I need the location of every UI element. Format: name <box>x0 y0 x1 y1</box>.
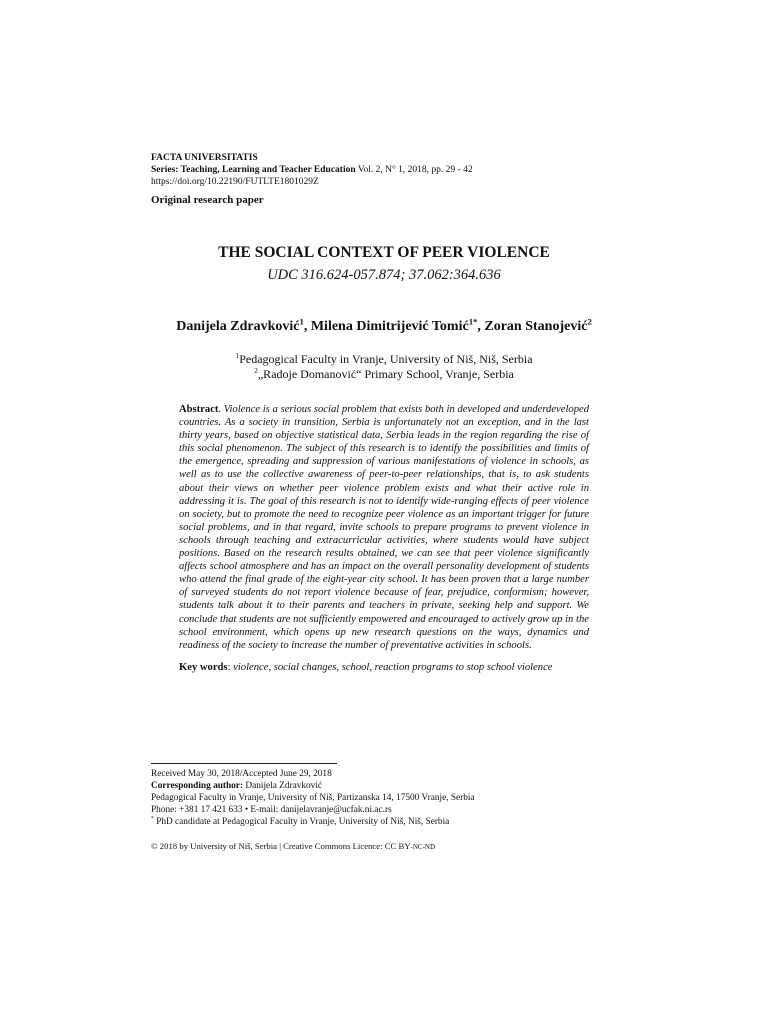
affiliation-mark: 2 <box>254 366 258 375</box>
author-address: Pedagogical Faculty in Vranje, University of Niš, Partizanska 14, 17500 Vranje, Serbia <box>151 793 475 803</box>
phone-number: +381 17 421 633 • <box>176 805 251 815</box>
footnote-rule <box>151 763 337 764</box>
copyright-text: © 2018 by University of Niš, Serbia | Creative Commons Licence: CC BY <box>151 841 411 851</box>
keywords-text: violence, social changes, school, reaction programs to stop school violence <box>233 662 553 673</box>
author-list <box>0 316 768 335</box>
received-dates: Received May 30, 2018/Accepted June 29, 2018 <box>151 769 332 779</box>
paper-title: THE SOCIAL CONTEXT OF PEER VIOLENCE <box>218 244 550 261</box>
author-affiliation-mark: 1 <box>299 316 304 327</box>
keywords: Key words: violence, social changes, school, reaction programs to stop school violence <box>179 662 553 673</box>
affiliation-mark: 1 <box>235 351 240 360</box>
author-separator: , <box>477 319 485 334</box>
contact-line <box>151 805 392 817</box>
affiliation-text: Pedagogical Faculty in Vranje, University of Niš, Niš, Serbia <box>239 352 533 366</box>
series-info: Vol. 2, N° 1, 2018, pp. 29 - 42 <box>355 165 473 175</box>
paper-type: Original research paper <box>151 194 264 206</box>
author-separator: , <box>303 319 311 334</box>
affiliation-text: „Radoje Domanović“ Primary School, Vranje, Serbia <box>257 367 514 381</box>
author-affiliation-mark: 2 <box>587 316 592 327</box>
affiliation-2 <box>0 367 768 381</box>
corresponding-name: Danijela Zdravković <box>243 781 323 791</box>
author-name: Zoran Stanojević <box>484 319 588 334</box>
phd-footnote <box>151 817 449 829</box>
licence-suffix: -NC-ND <box>410 843 436 851</box>
series-line <box>151 164 473 176</box>
email-label: E-mail: <box>250 805 279 815</box>
abstract: Abstract. Violence is a serious social problem that exists both in developed and underdeveloped countries. As a society in transition, Serbia is unfortunately not an exception, and in the last thirty years, based on objective statistical data, Serbia leads in the region regarding the rise of this social phenomenon. The subject of this research is to identify the possibilities and limits of the emergence, spreading and suppression of various manifestations of violence in schools, as well as to use the collective awareness of peer-to-peer relationships, that is, to ask students about their views on whether peer violence problem exists and what their active role in addressing it is. The goal of this research is not to identify wide-ranging effects of peer violence on society, but to promote the need to recognize peer violence as an important trigger for future social problems, and in that regard, invite schools to prepare programs to prevent violence in schools through teaching and extracurricular activities, where students would have subject positions. Based on the research results obtained, we can see that peer violence significantly affects school atmosphere and has an impact on the overall personality development of students who attend the final grade of the eight-year city school. It has been proven that a large number of surveyed students do not report violence because of fear, prejudice, conformism; however, students talk about it to their parents and teachers in private, seeking help and support. We conclude that students are not sufficiently empowered and encouraged to actively grow up in the school environment, which opens up new research questions on the ways, dynamics and readiness of the society to increase the number of preventative activities in schools. <box>179 404 589 651</box>
author-name: Danijela Zdravković <box>176 319 300 334</box>
corresponding-author <box>151 781 322 793</box>
phd-footnote-mark: * <box>151 815 154 822</box>
abstract-label: Abstract <box>179 404 219 415</box>
phone-label: Phone: <box>151 805 177 815</box>
affiliation-1 <box>0 352 768 366</box>
copyright-line <box>151 841 435 854</box>
email-address[interactable]: danijelavranje@ucfak.ni.ac.rs <box>278 805 392 815</box>
keywords-label: Key words <box>179 662 228 673</box>
doi-link[interactable]: https://doi.org/10.22190/FUTLTE1801029Z <box>151 177 319 187</box>
series-label: Series: Teaching, Learning and Teacher Education <box>151 165 356 175</box>
udc-code: UDC 316.624-057.874; 37.062:364.636 <box>267 267 501 283</box>
author-affiliation-mark: 1* <box>468 316 478 327</box>
phd-footnote-text: PhD candidate at Pedagogical Faculty in Vranje, University of Niš, Niš, Serbia <box>153 817 450 827</box>
corresponding-label: Corresponding author: <box>151 781 244 791</box>
abstract-text: Violence is a serious social problem that exists both in developed and underdeveloped countries. As a society in transition, Serbia is unfortunately not an exception, and in the last thirty years, based on objective statistical data, Serbia leads in the region regarding the rise of this social phenomenon. The subject of this research is to identify the possibilities and limits of the emergence, spreading and suppression of various manifestations of violence in schools, as well as to use the collective awareness of peer-to-peer relationships, that is, to ask students about their views on whether peer violence problem exists and what their active role in addressing it is. The goal of this research is not to identify wide-ranging effects of peer violence on society, but to promote the need to recognize peer violence as an important trigger for future social problems, and in that regard, invite schools to prepare programs to prevent violence in schools through teaching and extracurricular activities, where students would have subject positions. Based on the research results obtained, we can see that peer violence significantly affects school atmosphere and has an impact on the overall personality development of students who attend the final grade of the eight-year city school. It has been proven that a large number of surveyed students do not report violence because of fear, prejudice, conformism; however, students talk about it to their parents and teachers in private, seeking help and support. We conclude that students are not sufficiently empowered and encouraged to actively grow up in the school environment, which opens up new research questions on the ways, dynamics and readiness of the society to increase the number of preventative activities in schools. <box>179 404 589 651</box>
author-name: Milena Dimitrijević Tomić <box>310 319 469 334</box>
journal-name: FACTA UNIVERSITATIS <box>151 153 258 163</box>
